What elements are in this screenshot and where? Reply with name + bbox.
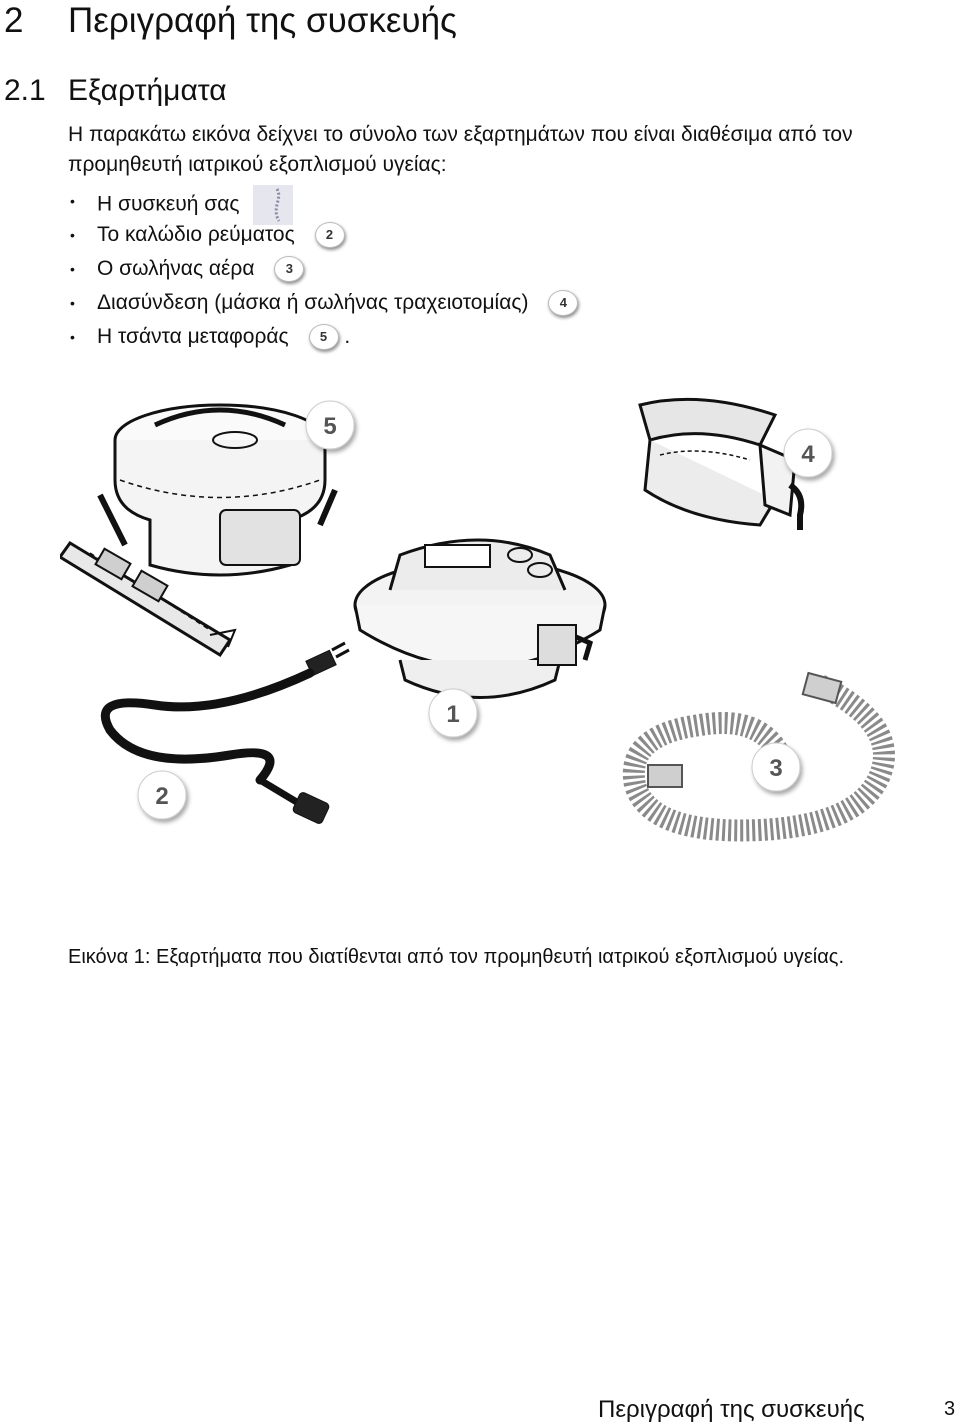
item-suffix: . — [344, 325, 351, 348]
callout-badge: 5 — [309, 324, 339, 350]
figure-caption: Εικόνα 1: Εξαρτήματα που διατίθενται από τον προμηθευτή ιατρικού εξοπλισμού υγείας. — [68, 946, 845, 968]
callout-badge: 3 — [274, 256, 304, 282]
callout-4-label: 4 — [801, 441, 815, 468]
chapter-number: 2 — [4, 1, 24, 40]
callout-3-label: 3 — [769, 755, 783, 782]
chapter-heading — [4, 0, 457, 42]
list-item — [68, 287, 578, 321]
callout-5-label: 5 — [323, 413, 337, 440]
section-heading — [4, 72, 227, 110]
item-text: Το καλώδιο ρεύματος — [97, 223, 295, 246]
list-item — [68, 253, 578, 287]
components-figure — [60, 385, 960, 845]
intro-paragraph: Η παρακάτω εικόνα δείχνει το σύνολο των εξαρτημάτων που είναι διαθέσιμα από τον προμηθευτή ιατρικού εξοπλισμού υγείας: — [68, 123, 853, 176]
callout-2-label: 2 — [155, 783, 169, 810]
item-text: Η τσάντα μεταφοράς — [97, 325, 289, 348]
bullet-icon: • — [70, 193, 75, 209]
section-number: 2.1 — [4, 74, 46, 107]
callout-2 — [138, 771, 186, 819]
item-text: Διασύνδεση (μάσκα ή σωλήνας τραχειοτομίας) — [97, 291, 529, 314]
item-text: Η συσκευή σας — [97, 192, 240, 216]
bullet-icon: • — [70, 329, 75, 345]
callout-3 — [752, 743, 800, 791]
chapter-title: Περιγραφή της συσκευής — [68, 1, 457, 40]
components-illustration — [60, 385, 960, 845]
callout-1 — [429, 689, 477, 737]
bullet-icon: • — [70, 227, 75, 243]
mask-interface-illustration — [640, 399, 801, 530]
callout-4 — [784, 429, 832, 477]
bullet-icon: • — [70, 295, 75, 311]
footer-title: Περιγραφή της συσκευής — [598, 1396, 865, 1423]
list-item — [68, 185, 578, 219]
item-text: Ο σωλήνας αέρα — [97, 257, 255, 280]
list-item — [68, 219, 578, 253]
device-illustration — [355, 540, 605, 698]
section-title: Εξαρτήματα — [68, 74, 227, 107]
page-number: 3 — [944, 1398, 956, 1420]
callout-badge: 2 — [315, 222, 345, 248]
list-item — [68, 321, 578, 355]
component-list — [68, 185, 578, 355]
carrying-bag-illustration — [100, 405, 335, 575]
bullet-icon: • — [70, 261, 75, 277]
callout-badge: 4 — [548, 290, 578, 316]
callout-1-label: 1 — [446, 701, 460, 728]
callout-5 — [306, 401, 354, 449]
